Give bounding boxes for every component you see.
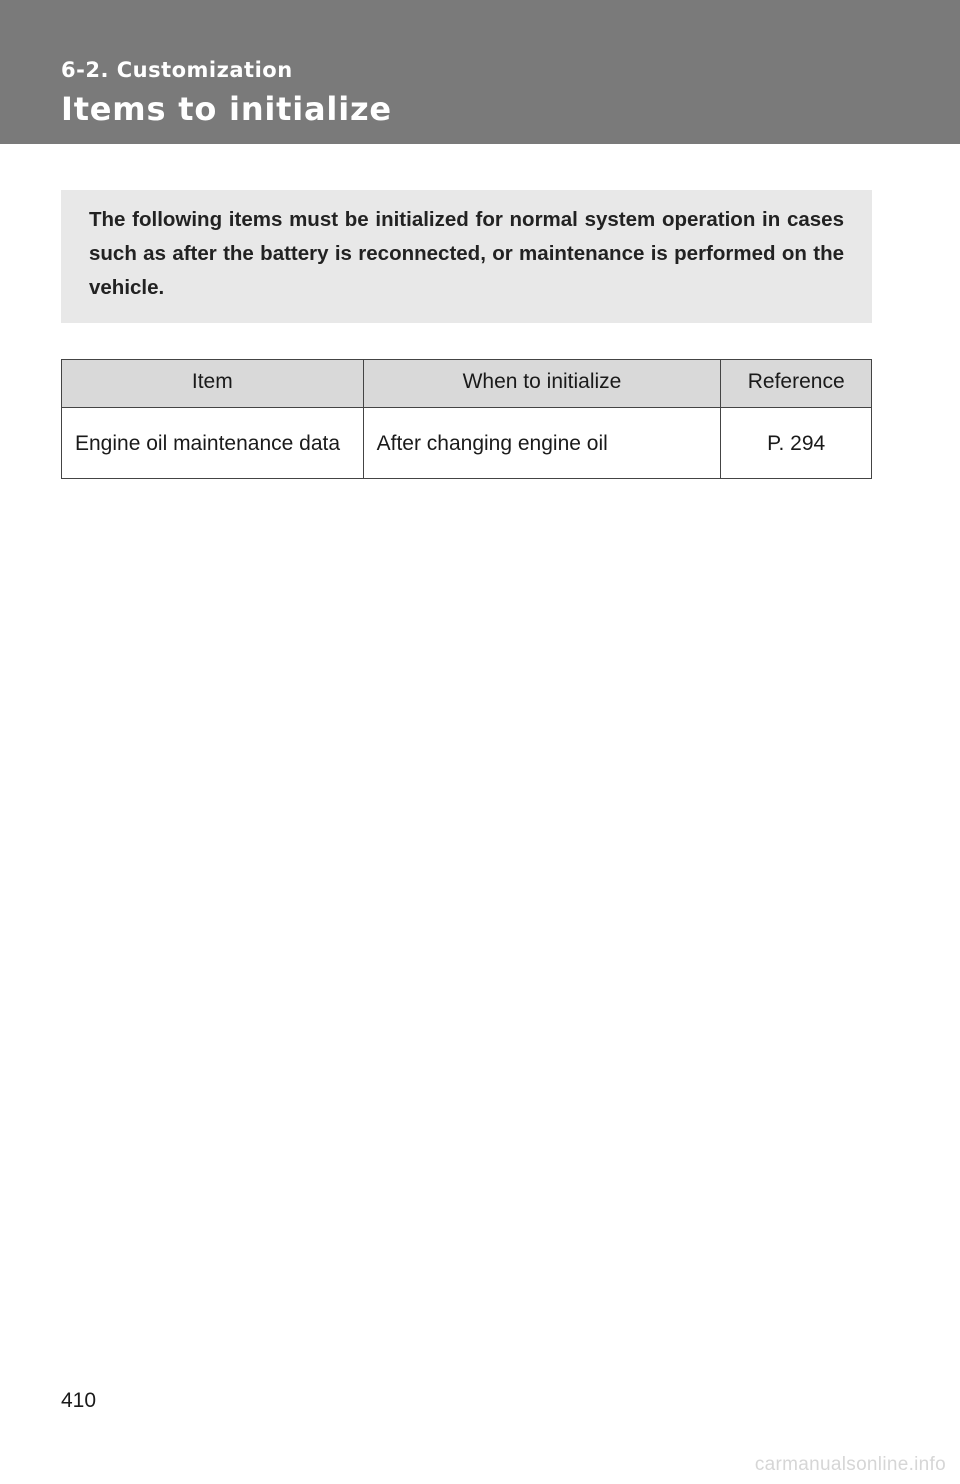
initialize-table [61,359,872,479]
page-title: Items to initialize [61,90,392,128]
column-header-item: Item [62,360,364,408]
intro-box [61,190,872,323]
intro-text: The following items must be initialized for normal system operation in cases such as after the battery is reconnected, or maintenance is performed on the vehicle. [89,208,844,299]
cell-when: After changing engine oil [363,408,721,479]
page-number: 410 [61,1389,97,1412]
cell-item: Engine oil maintenance data [62,408,364,479]
watermark: carmanualsonline.info [754,1454,946,1475]
table-row [62,408,872,479]
column-header-when: When to initialize [363,360,721,408]
section-label: 6-2. Customization [61,58,293,82]
column-header-reference: Reference [721,360,872,408]
table-header-row [62,360,872,408]
cell-reference-link[interactable]: P. 294 [721,408,872,479]
chapter-header-bar [0,0,960,144]
